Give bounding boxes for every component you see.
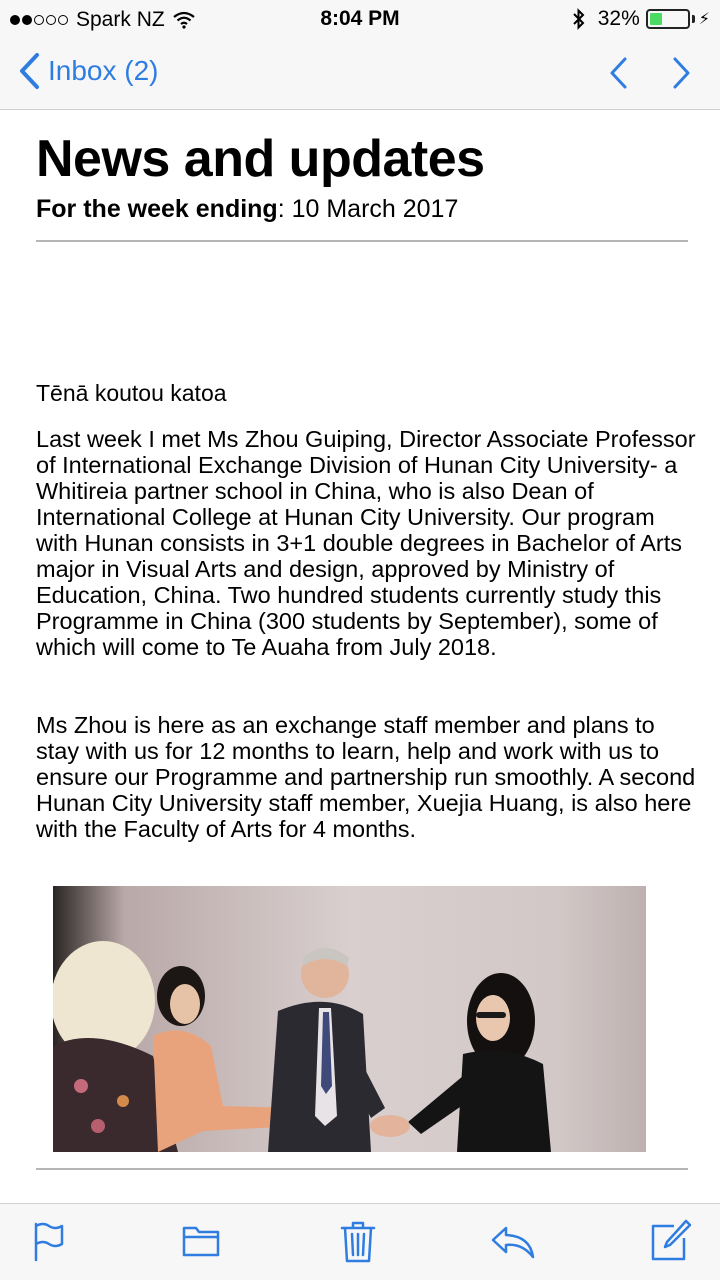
trash-icon[interactable] [340, 1220, 376, 1264]
charging-bolt-icon: ⚡ [698, 11, 710, 28]
reply-icon[interactable] [490, 1224, 536, 1260]
battery-tip [692, 15, 695, 23]
status-right [572, 7, 710, 31]
battery-percent: 32% [597, 7, 640, 30]
flag-icon[interactable] [33, 1222, 65, 1262]
status-bar [0, 0, 720, 40]
status-time: 8:04 PM [320, 7, 400, 30]
meeting-photo [53, 886, 646, 1152]
compose-icon[interactable] [650, 1218, 692, 1262]
battery-icon [646, 9, 690, 29]
divider-top [36, 240, 688, 242]
back-to-inbox-button[interactable] [18, 52, 159, 90]
bluetooth-icon [572, 8, 586, 30]
folder-icon[interactable] [182, 1222, 220, 1258]
carrier-name: Spark NZ [76, 8, 165, 31]
newsletter-title: News and updates [36, 130, 485, 188]
battery-level-fill [650, 13, 662, 25]
greeting: Tēnā koutou katoa [36, 380, 227, 406]
week-ending-label: For the week ending [36, 195, 278, 223]
nav-bar [0, 40, 720, 110]
week-ending-line [36, 195, 458, 224]
paragraph-2: Ms Zhou is here as an exchange staff member and plans to stay with us for 12 months to learn, help and work with us to ensure our Programme and partnership run smoothly. A second Hunan City University staff member, Xuejia Huang, is also here with the Faculty of Arts for 4 months. [36, 712, 696, 842]
message-navigation [608, 56, 692, 90]
email-body[interactable] [0, 111, 720, 1203]
bottom-toolbar [0, 1203, 720, 1280]
divider-bottom [36, 1168, 688, 1170]
previous-message-button[interactable] [608, 56, 628, 90]
chevron-left-icon [18, 52, 40, 90]
next-message-button[interactable] [672, 56, 692, 90]
paragraph-1: Last week I met Ms Zhou Guiping, Director Associate Professor of International Exchange Division of Hunan City University- a Whitireia partner school in China, who is also Dean of International College at Hunan City University. Our program with Hunan consists in 3+1 double degrees in Bachelor of Arts major in Visual Arts and design, approved by Ministry of Education, China. Two hundred students currently study this Programme in China (300 students by September), some of which will come to Te Auaha from July 2018. [36, 426, 696, 660]
week-ending-date: : 10 March 2017 [277, 195, 459, 223]
back-button-label: Inbox (2) [48, 55, 159, 86]
